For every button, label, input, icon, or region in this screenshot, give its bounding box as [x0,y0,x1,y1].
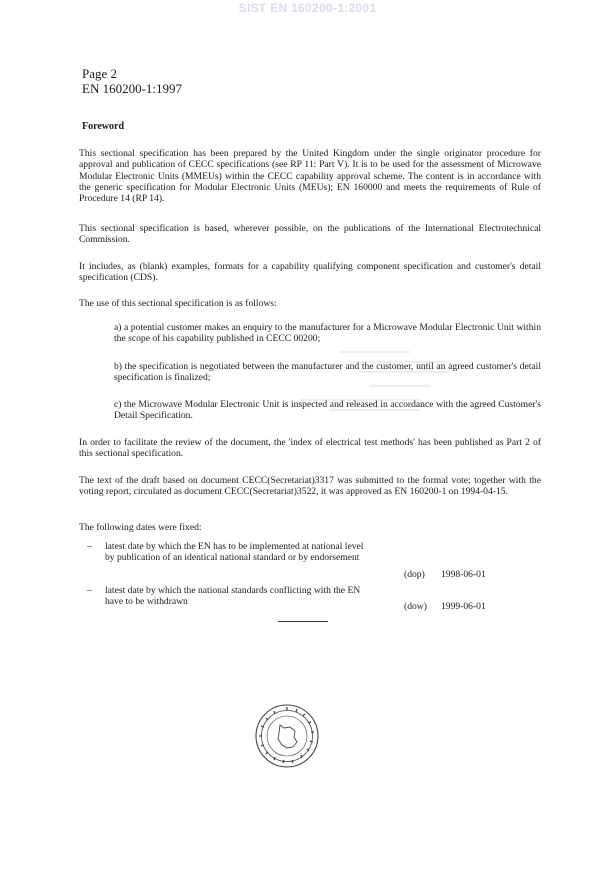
paragraph-vote: The text of the draft based on document CECC(Secretariat)3317 was submitted to the formal vote; together with the voting report, circulated as document CECC(Secretariat)3522, it was approved as EN 160200-1 on 1994-04-15. [79,475,541,498]
date-item-dop-code: (dop) [404,569,425,580]
date-item-dow-date: 1999-06-01 [441,601,486,612]
dash-bullet-icon: – [87,541,92,552]
document-id: EN 160200-1:1997 [82,81,183,96]
seal-stamp-icon [254,703,320,769]
list-item-a: a) a potential customer makes an enquiry to the manufacturer for a Microwave Modular Electronic Unit within the scope of his capability published in CECC 00200; [114,322,541,345]
foreword-heading: Foreword [82,121,125,132]
date-item-dop-text: latest date by which the EN has to be implemented at national level by publication of an identical national standard or by endorsement [105,541,364,564]
paragraph-review: In order to facilitate the review of the document, the 'index of electrical test methods' has been published as Part 2 of this sectional specification. [79,437,541,460]
page-header [82,66,182,96]
date-item-dop-date: 1998-06-01 [441,569,486,580]
date-item-dow-code: (dow) [404,601,427,612]
page-number: Page 2 [82,66,118,81]
paragraph-dates-intro: The following dates were fixed: [79,522,202,533]
paragraph-scope: This sectional specification has been prepared by the United Kingdom under the single originator procedure for approval and publication of CECC specifications (see RP 11: Part V). It is to be used for the assessment of Microwave Modular Electronic Units (MMEUs) within the CECC capability approval scheme. The content is in accordance with the generic specification for Modular Electronic Units (MEUs); EN 160000 and meets the requirements of Rule of Procedure 14 (RP 14). [79,148,541,205]
paragraph-includes: It includes, as (blank) examples, formats for a capability qualifying component specification and customer's detail specification (CDS). [79,261,541,284]
list-item-b: b) the specification is negotiated between the manufacturer and the customer, until an agreed customer's detail specification is finalized; [114,361,541,384]
bleed-through-marks-icon [290,340,490,440]
date-item-dow-text: latest date by which the national standards conflicting with the EN have to be withdrawn [105,585,361,608]
paragraph-basis: This sectional specification is based, wherever possible, on the publications of the International Electrotechnical Commission. [79,223,541,246]
list-item-c: c) the Microwave Modular Electronic Unit is inspected and released in accordance with the agreed Customer's Detail Specification. [114,399,541,422]
paragraph-usage: The use of this sectional specification is as follows: [79,298,277,309]
closing-rule [278,621,328,622]
watermark-title: SIST EN 160200-1:2001 [238,1,377,15]
dash-bullet-icon: – [87,585,92,596]
